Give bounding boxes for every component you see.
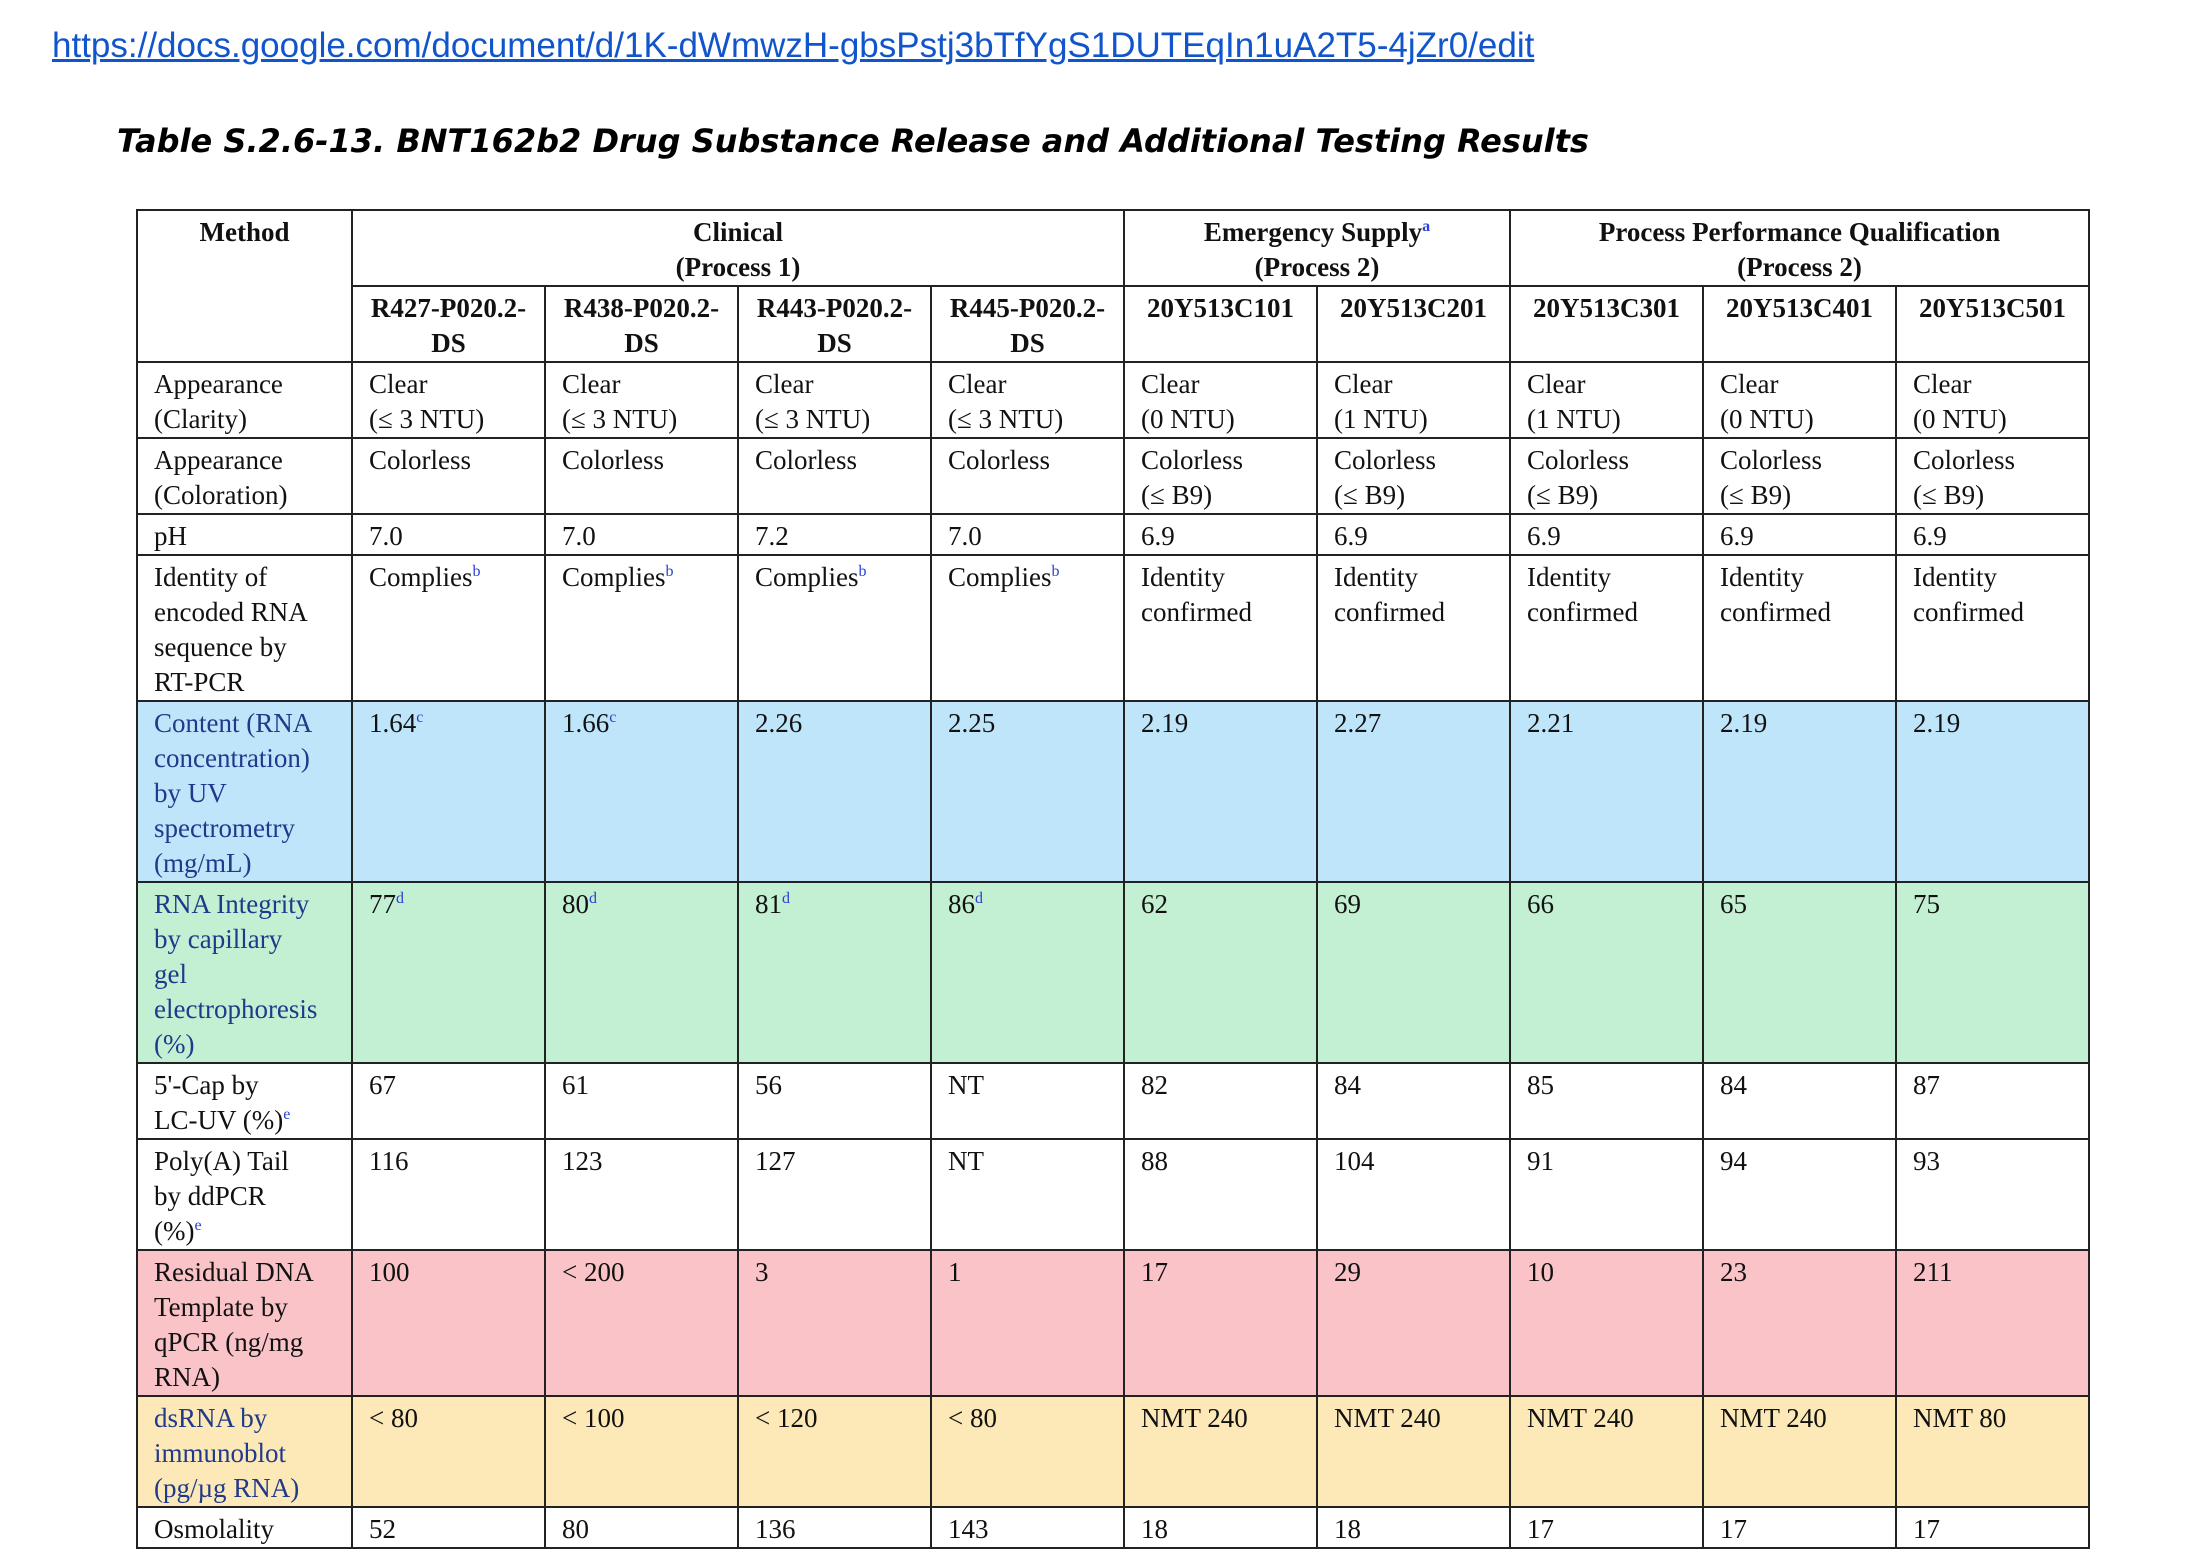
result-cell: 127	[738, 1139, 931, 1250]
footnote-marker: d	[396, 890, 404, 907]
result-cell: 93	[1896, 1139, 2089, 1250]
document-url-link[interactable]: https://docs.google.com/document/d/1K-dWmwzH-gbsPstj3bTfYgS1DUTEqIn1uA2T5-4jZr0/edit	[52, 26, 1535, 65]
table-caption: Table S.2.6-13. BNT162b2 Drug Substance Release and Additional Testing Results	[117, 122, 1589, 160]
result-cell: 66	[1510, 882, 1703, 1063]
row-dsrna	[137, 1396, 2089, 1507]
result-cell: 6.9	[1317, 514, 1510, 555]
lot-id: 20Y513C101	[1147, 293, 1295, 323]
lot-id: R438-P020.2-	[563, 293, 720, 323]
footnote-marker: a	[1422, 218, 1431, 235]
result-cell: 65	[1703, 882, 1896, 1063]
result-cell: 94	[1703, 1139, 1896, 1250]
group-subtitle: (Process 2)	[1254, 252, 1380, 282]
result-cell: Colorless	[545, 438, 738, 514]
result-cell: Clear (0 NTU)	[1124, 362, 1317, 438]
lot-id: 20Y513C501	[1919, 293, 2067, 323]
result-cell: 91	[1510, 1139, 1703, 1250]
result-cell: 56	[738, 1063, 931, 1139]
result-cell: 2.26	[738, 701, 931, 882]
result-cell: Colorless	[352, 438, 545, 514]
result-cell: < 100	[545, 1396, 738, 1507]
result-cell: 1	[931, 1250, 1124, 1396]
method-cell: 5'-Cap by LC-UV (%)$^e$	[137, 1063, 352, 1139]
footnote-marker: e	[283, 1106, 291, 1123]
result-cell: 6.9	[1896, 514, 2089, 555]
result-cell: 3	[738, 1250, 931, 1396]
result-cell: 85	[1510, 1063, 1703, 1139]
lot-header	[1124, 286, 1317, 362]
result-cell: Clear (0 NTU)	[1703, 362, 1896, 438]
group-header-row	[137, 210, 2089, 286]
result-cell: Complies$^b$	[352, 555, 545, 701]
result-cell: 80	[545, 1507, 738, 1548]
footnote-marker: b	[472, 563, 481, 580]
result-cell: 100	[352, 1250, 545, 1396]
lot-header	[545, 286, 738, 362]
lot-suffix: DS	[817, 328, 852, 358]
footnote-marker: c	[609, 709, 617, 726]
result-cell: 2.19	[1703, 701, 1896, 882]
result-cell: Clear (≤ 3 NTU)	[931, 362, 1124, 438]
result-cell: NMT 240	[1317, 1396, 1510, 1507]
result-cell: 18	[1317, 1507, 1510, 1548]
result-cell: 7.0	[352, 514, 545, 555]
result-cell: Colorless (≤ B9)	[1317, 438, 1510, 514]
result-cell: Colorless	[738, 438, 931, 514]
result-cell: 2.21	[1510, 701, 1703, 882]
footnote-marker: d	[975, 890, 983, 907]
result-cell: 1.64$^c$	[352, 701, 545, 882]
result-cell: < 200	[545, 1250, 738, 1396]
result-cell: NMT 80	[1896, 1396, 2089, 1507]
row-cap	[137, 1063, 2089, 1139]
group-emergency-supply	[1124, 210, 1510, 286]
result-cell: < 120	[738, 1396, 931, 1507]
lot-header	[1703, 286, 1896, 362]
result-cell: 86$^d$	[931, 882, 1124, 1063]
result-cell: Colorless (≤ B9)	[1896, 438, 2089, 514]
result-cell: Clear (≤ 3 NTU)	[352, 362, 545, 438]
result-cell: 88	[1124, 1139, 1317, 1250]
row-ph	[137, 514, 2089, 555]
lot-header	[1317, 286, 1510, 362]
result-cell: < 80	[352, 1396, 545, 1507]
lot-id: R445-P020.2-	[949, 293, 1106, 323]
lot-id: 20Y513C401	[1726, 293, 1874, 323]
result-cell: 75	[1896, 882, 2089, 1063]
lot-header	[738, 286, 931, 362]
result-cell: 17	[1703, 1507, 1896, 1548]
result-cell: 136	[738, 1507, 931, 1548]
result-cell: Identity confirmed	[1124, 555, 1317, 701]
result-cell: 123	[545, 1139, 738, 1250]
result-cell: 84	[1317, 1063, 1510, 1139]
result-cell: NMT 240	[1124, 1396, 1317, 1507]
result-cell: 116	[352, 1139, 545, 1250]
result-cell: Colorless (≤ B9)	[1510, 438, 1703, 514]
lot-header	[1896, 286, 2089, 362]
method-cell: pH	[137, 514, 352, 555]
method-cell: Osmolality	[137, 1507, 352, 1548]
method-cell: Identity of encoded RNA sequence by RT-PCR	[137, 555, 352, 701]
result-cell: 82	[1124, 1063, 1317, 1139]
result-cell: 87	[1896, 1063, 2089, 1139]
result-cell: Identity confirmed	[1703, 555, 1896, 701]
row-residual-dna	[137, 1250, 2089, 1396]
footnote-marker: c	[416, 709, 424, 726]
result-cell: 7.0	[931, 514, 1124, 555]
result-cell: 18	[1124, 1507, 1317, 1548]
result-cell: 2.19	[1124, 701, 1317, 882]
lot-id: R427-P020.2-	[370, 293, 527, 323]
method-header: Method	[137, 210, 352, 362]
lot-header	[1510, 286, 1703, 362]
row-coloration	[137, 438, 2089, 514]
footnote-marker: b	[665, 563, 674, 580]
result-cell: 61	[545, 1063, 738, 1139]
row-content	[137, 701, 2089, 882]
result-cell: 80$^d$	[545, 882, 738, 1063]
footnote-marker: d	[782, 890, 790, 907]
method-cell: RNA Integrity by capillary gel electrophoresis (%)	[137, 882, 352, 1063]
result-cell: 211	[1896, 1250, 2089, 1396]
result-cell: NT	[931, 1139, 1124, 1250]
result-cell: 17	[1896, 1507, 2089, 1548]
lot-id: 20Y513C301	[1533, 293, 1681, 323]
result-cell: Colorless (≤ B9)	[1703, 438, 1896, 514]
footnote-marker: b	[1051, 563, 1060, 580]
result-cell: 104	[1317, 1139, 1510, 1250]
footnote-marker: d	[589, 890, 597, 907]
result-cell: Clear (0 NTU)	[1896, 362, 2089, 438]
result-cell: 6.9	[1510, 514, 1703, 555]
result-cell: Identity confirmed	[1317, 555, 1510, 701]
result-cell: Clear (1 NTU)	[1317, 362, 1510, 438]
method-cell: Content (RNA concentration) by UV spectrometry (mg/mL)	[137, 701, 352, 882]
result-cell: < 80	[931, 1396, 1124, 1507]
result-cell: 1.66$^c$	[545, 701, 738, 882]
result-cell: 2.19	[1896, 701, 2089, 882]
result-cell: 81$^d$	[738, 882, 931, 1063]
method-cell: Poly(A) Tail by ddPCR (%)$^e$	[137, 1139, 352, 1250]
result-cell: Complies$^b$	[931, 555, 1124, 701]
result-cell: Clear (≤ 3 NTU)	[738, 362, 931, 438]
lot-suffix: DS	[431, 328, 466, 358]
result-cell: 69	[1317, 882, 1510, 1063]
result-cell: 2.27	[1317, 701, 1510, 882]
result-cell: 2.25	[931, 701, 1124, 882]
row-polya	[137, 1139, 2089, 1250]
result-cell: 6.9	[1703, 514, 1896, 555]
group-subtitle: (Process 2)	[1737, 252, 1862, 282]
result-cell: 29	[1317, 1250, 1510, 1396]
result-cell: Colorless	[931, 438, 1124, 514]
lot-header	[931, 286, 1124, 362]
result-cell: NMT 240	[1703, 1396, 1896, 1507]
result-cell: 7.2	[738, 514, 931, 555]
method-cell: Appearance (Clarity)	[137, 362, 352, 438]
lot-header	[352, 286, 545, 362]
result-cell: NT	[931, 1063, 1124, 1139]
lot-id: 20Y513C201	[1340, 293, 1488, 323]
result-cell: 7.0	[545, 514, 738, 555]
lot-suffix: DS	[624, 328, 659, 358]
result-cell: 67	[352, 1063, 545, 1139]
row-clarity	[137, 362, 2089, 438]
footnote-marker: b	[858, 563, 867, 580]
result-cell: 84	[1703, 1063, 1896, 1139]
result-cell: Identity confirmed	[1510, 555, 1703, 701]
method-cell: Appearance (Coloration)	[137, 438, 352, 514]
result-cell: Colorless (≤ B9)	[1124, 438, 1317, 514]
result-cell: 23	[1703, 1250, 1896, 1396]
result-cell: Clear (≤ 3 NTU)	[545, 362, 738, 438]
group-clinical	[352, 210, 1124, 286]
group-title: Clinical	[693, 217, 784, 247]
lot-suffix: DS	[1010, 328, 1045, 358]
lot-id: R443-P020.2-	[756, 293, 913, 323]
result-cell: 6.9	[1124, 514, 1317, 555]
results-table	[136, 209, 2090, 1549]
method-cell: Residual DNA Template by qPCR (ng/mg RNA)	[137, 1250, 352, 1396]
result-cell: NMT 240	[1510, 1396, 1703, 1507]
result-cell: 77$^d$	[352, 882, 545, 1063]
row-identity	[137, 555, 2089, 701]
result-cell: Complies$^b$	[738, 555, 931, 701]
row-integrity	[137, 882, 2089, 1063]
result-cell: 17	[1510, 1507, 1703, 1548]
group-ppq	[1510, 210, 2089, 286]
result-cell: 143	[931, 1507, 1124, 1548]
result-cell: Complies$^b$	[545, 555, 738, 701]
result-cell: 10	[1510, 1250, 1703, 1396]
result-cell: Identity confirmed	[1896, 555, 2089, 701]
result-cell: 62	[1124, 882, 1317, 1063]
group-title: Process Performance Qualification	[1598, 217, 2001, 247]
group-title: Emergency Supply	[1203, 217, 1423, 247]
result-cell: 52	[352, 1507, 545, 1548]
method-cell: dsRNA by immunoblot (pg/µg RNA)	[137, 1396, 352, 1507]
result-cell: 17	[1124, 1250, 1317, 1396]
footnote-marker: e	[194, 1217, 202, 1234]
lot-header-row	[137, 286, 2089, 362]
row-osmolality	[137, 1507, 2089, 1548]
result-cell: Clear (1 NTU)	[1510, 362, 1703, 438]
group-subtitle: (Process 1)	[675, 252, 801, 282]
